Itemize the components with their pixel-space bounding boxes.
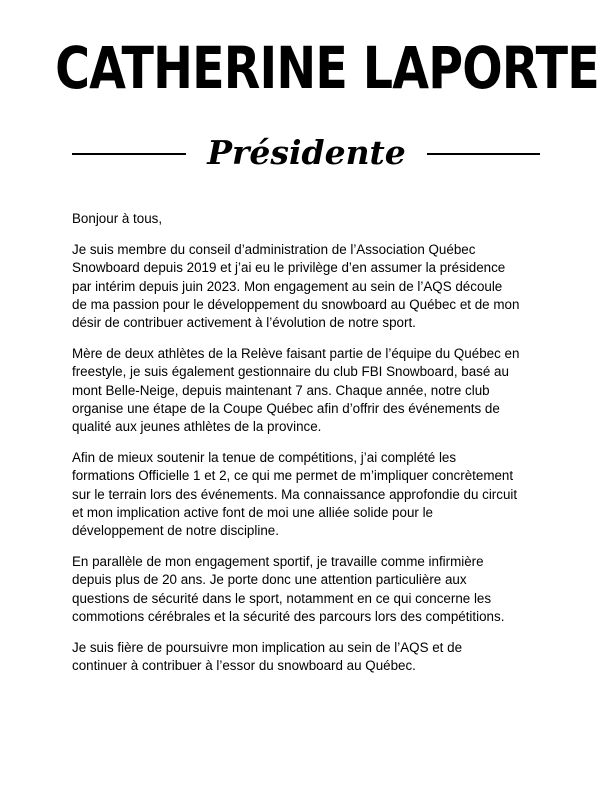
candidate-name: CATHERINE LAPORTE bbox=[55, 34, 599, 102]
paragraph-line: Afin de mieux soutenir la tenue de compétitions, j’ai complété les bbox=[72, 450, 457, 466]
paragraph-line: organise une étape de la Coupe Québec afin d’offrir des événements de bbox=[72, 400, 500, 416]
paragraph-line: sur le terrain lors des événements. Ma connaissance approfondie du circuit bbox=[72, 486, 518, 502]
paragraph-line: Je suis membre du conseil d’administration de l’Association Québec bbox=[72, 242, 476, 258]
paragraph-line: Je suis fière de poursuivre mon implication au sein de l’AQS et de bbox=[72, 640, 463, 656]
paragraph-line: Snowboard depuis 2019 et j’ai eu le privilège d’en assumer la présidence bbox=[72, 260, 506, 276]
paragraph-line: qualité aux jeunes athlètes de la province. bbox=[72, 419, 322, 435]
paragraph-line: depuis plus de 20 ans. Je porte donc une attention particulière aux bbox=[72, 572, 467, 588]
paragraph-line: désir de contribuer activement à l’évolution de notre sport. bbox=[72, 315, 416, 331]
right-divider bbox=[427, 153, 540, 155]
role-title: Présidente bbox=[207, 133, 406, 172]
paragraph-line: mont Belle-Neige, depuis maintenant 7 ans. Chaque année, notre club bbox=[72, 382, 490, 398]
paragraph-1 bbox=[72, 241, 548, 332]
paragraph-line: freestyle, je suis également gestionnaire du club FBI Snowboard, basé au bbox=[72, 364, 509, 380]
letter-body bbox=[72, 210, 548, 688]
paragraph-line: de ma passion pour le développement du snowboard au Québec et de mon bbox=[72, 296, 520, 312]
paragraph-line: formations Officielle 1 et 2, ce qui me permet de m’impliquer concrètement bbox=[72, 468, 514, 484]
paragraph-2 bbox=[72, 345, 548, 436]
paragraph-line: par intérim depuis juin 2023. Mon engagement au sein de l’AQS découle bbox=[72, 278, 503, 294]
role-heading-row bbox=[72, 128, 540, 178]
paragraph-line: continuer à contribuer à l’essor du snowboard au Québec. bbox=[72, 658, 416, 674]
paragraph-line: commotions cérébrales et la sécurité des parcours lors des compétitions. bbox=[72, 608, 505, 624]
paragraph-line: questions de sécurité dans le sport, notamment en ce qui concerne les bbox=[72, 590, 492, 606]
greeting: Bonjour à tous, bbox=[72, 211, 163, 226]
paragraph-line: Mère de deux athlètes de la Relève faisant partie de l’équipe du Québec en bbox=[72, 346, 520, 362]
paragraph-4 bbox=[72, 553, 548, 626]
paragraph-5 bbox=[72, 639, 548, 675]
paragraph-line: En parallèle de mon engagement sportif, je travaille comme infirmière bbox=[72, 554, 484, 570]
paragraph-line: développement de notre discipline. bbox=[72, 523, 279, 539]
paragraph-3 bbox=[72, 449, 548, 540]
left-divider bbox=[72, 153, 186, 155]
paragraph-line: et mon implication active font de moi une alliée solide pour le bbox=[72, 504, 434, 520]
